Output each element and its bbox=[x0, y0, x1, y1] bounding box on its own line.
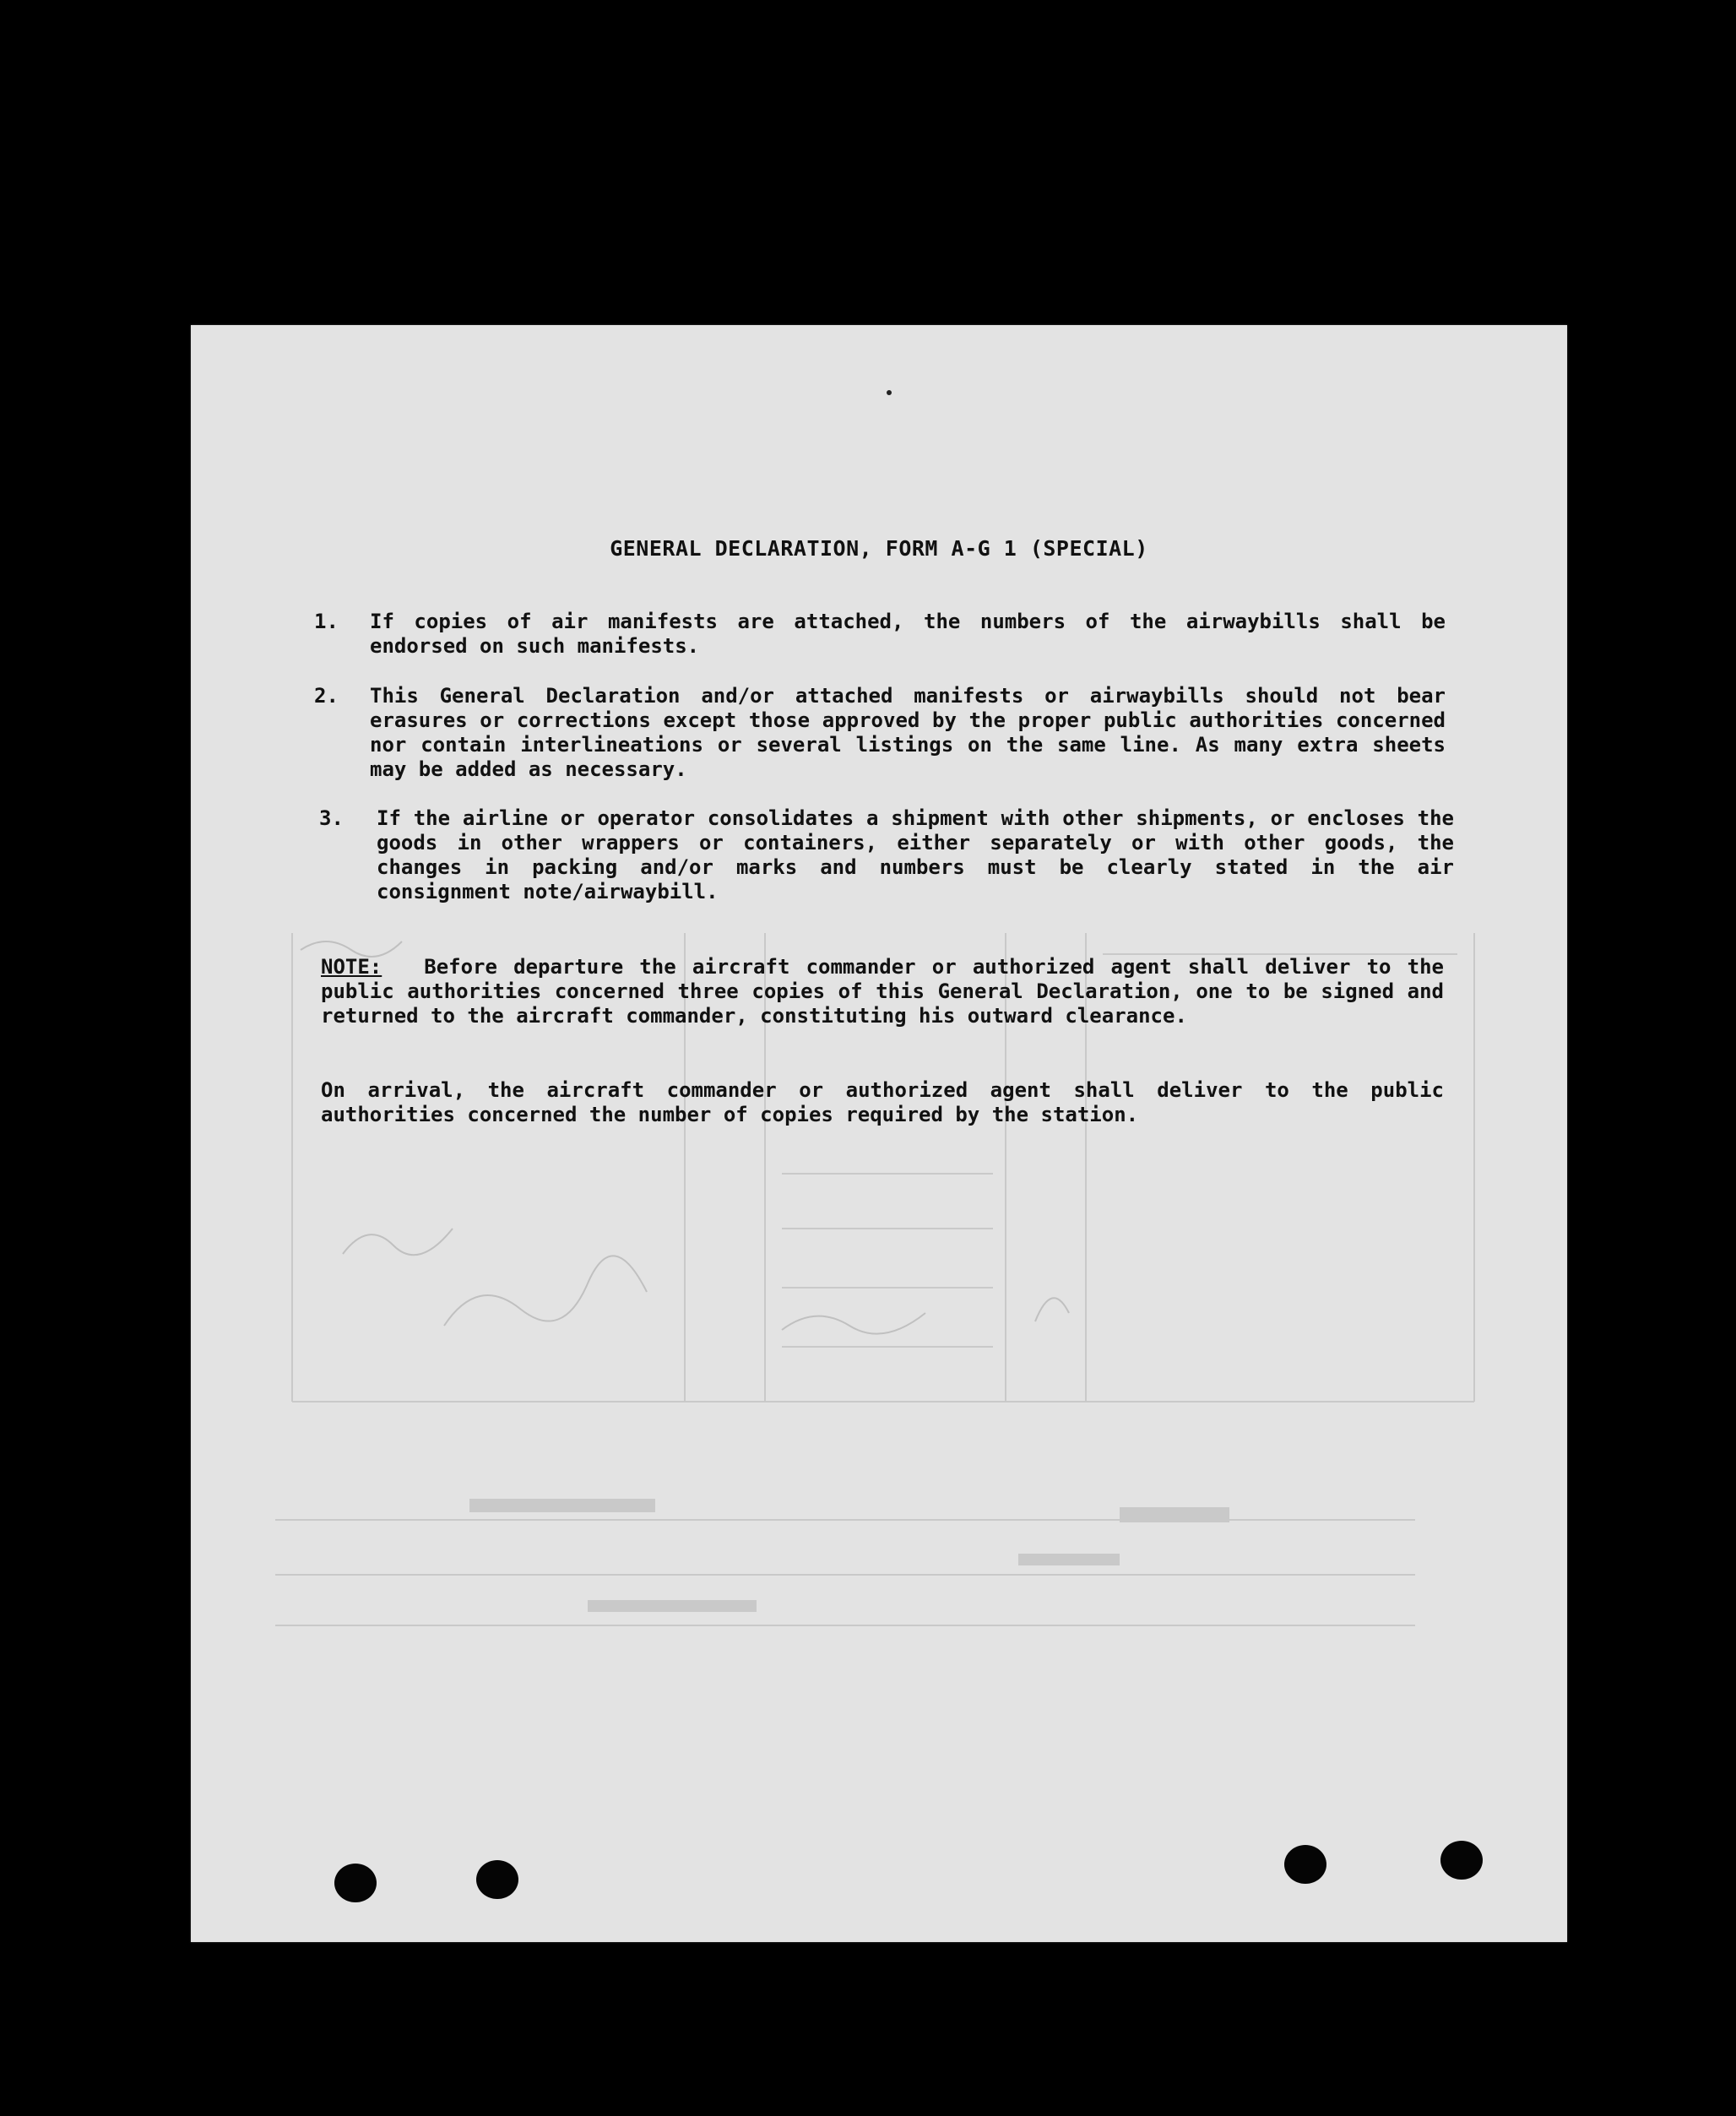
item-text: This General Declaration and/or attached manifests or airwaybills should not bear erasures or corrections except those approved by the proper public authorities concerned nor contain interlineations or several listings on the same line. As many extra sheets may be added as necessary. bbox=[370, 684, 1446, 781]
note-text: Before departure the aircraft commander or authorized agent shall deliver to the public authorities concerned three copies of this General Declaration, one to be signed and returned to the aircraft commander, constituting his outward clearance. bbox=[321, 955, 1444, 1028]
punch-hole bbox=[1284, 1845, 1326, 1884]
item-number: 1. bbox=[314, 610, 339, 633]
arrival-paragraph: On arrival, the aircraft commander or authorized agent shall deliver to the public authorities concerned the number of copies required by the station. bbox=[321, 1078, 1444, 1126]
item-text: If copies of air manifests are attached, the numbers of the airwaybills shall be endorsed on such manifests. bbox=[370, 610, 1446, 658]
page-title: GENERAL DECLARATION, FORM A-G 1 (SPECIAL) bbox=[610, 536, 1148, 561]
item-text: If the airline or operator consolidates a shipment with other shipments, or encloses the goods in other wrappers or containers, either separately or with other goods, the changes in packing and/or marks and numbers must be clearly stated in the air consignment note/airwaybill. bbox=[377, 806, 1454, 903]
declaration-content bbox=[191, 325, 1567, 1942]
punch-hole bbox=[476, 1860, 518, 1899]
item-number: 3. bbox=[319, 806, 344, 830]
note-paragraph bbox=[321, 955, 1444, 1028]
note-label: NOTE: bbox=[321, 955, 382, 979]
punch-hole bbox=[334, 1864, 377, 1902]
document-page bbox=[191, 325, 1567, 1942]
punch-hole bbox=[1440, 1841, 1483, 1880]
item-number: 2. bbox=[314, 684, 339, 708]
